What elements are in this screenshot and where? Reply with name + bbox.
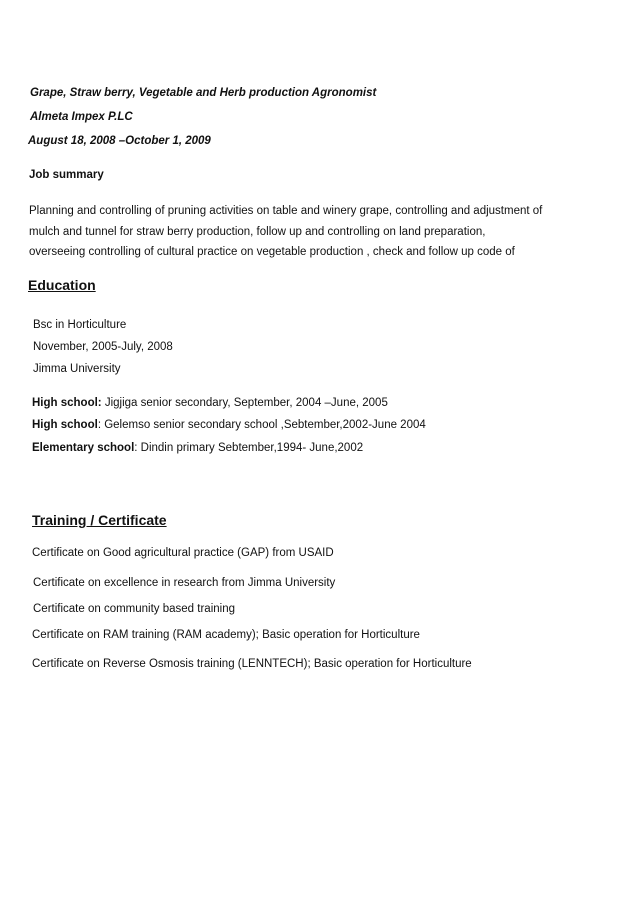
- certificate-item: Certificate on RAM training (RAM academy); Basic operation for Horticulture: [32, 629, 420, 641]
- school-text: : Dindin primary Sebtember,1994- June,2002: [134, 442, 364, 454]
- job-dates: August 18, 2008 –October 1, 2009: [28, 135, 211, 147]
- school-entry-elementary: [32, 441, 363, 455]
- company-name: Almeta Impex P.LC: [30, 111, 133, 123]
- school-entry-high-school-1: [32, 396, 388, 410]
- education-heading: Education: [28, 277, 96, 293]
- certificate-item: Certificate on Reverse Osmosis training (LENNTECH); Basic operation for Horticulture: [32, 658, 472, 670]
- job-summary-paragraph: [29, 201, 589, 263]
- job-summary-line: mulch and tunnel for straw berry production, follow up and controlling on land preparation,: [29, 225, 486, 238]
- certificate-item: Certificate on Good agricultural practice (GAP) from USAID: [32, 547, 334, 559]
- job-title: Grape, Straw berry, Vegetable and Herb production Agronomist: [30, 87, 377, 99]
- education-university: Jimma University: [33, 363, 121, 375]
- school-label: High school: [32, 419, 98, 431]
- school-label: High school:: [32, 397, 102, 409]
- school-text: Jigjiga senior secondary, September, 2004 –June, 2005: [101, 397, 388, 409]
- school-text: : Gelemso senior secondary school ,Sebtember,2002-June 2004: [97, 419, 426, 431]
- job-summary-heading: Job summary: [29, 169, 104, 181]
- school-entry-high-school-2: [32, 418, 426, 432]
- certificate-item: Certificate on excellence in research from Jimma University: [33, 577, 336, 589]
- school-label: Elementary school: [32, 442, 135, 454]
- education-degree-dates: November, 2005-July, 2008: [33, 341, 173, 353]
- training-heading: Training / Certificate: [32, 512, 167, 528]
- education-degree: Bsc in Horticulture: [33, 319, 127, 331]
- certificate-item: Certificate on community based training: [33, 603, 235, 615]
- job-summary-line: overseeing controlling of cultural practice on vegetable production , check and follow up code of: [29, 246, 515, 258]
- job-summary-line: Planning and controlling of pruning activities on table and winery grape, controlling and adjustment of: [29, 205, 543, 217]
